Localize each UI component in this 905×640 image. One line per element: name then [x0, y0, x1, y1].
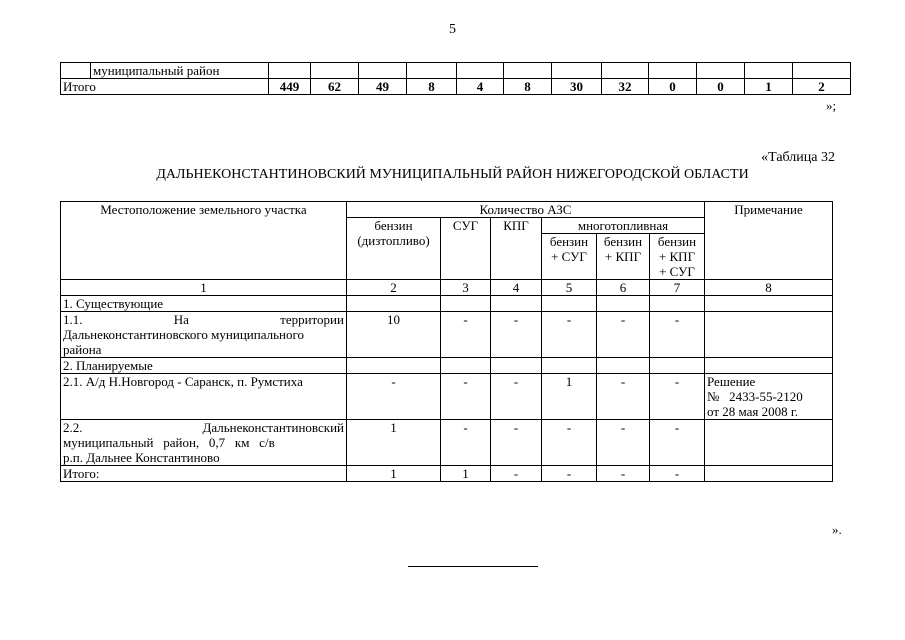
section-row [61, 358, 833, 374]
header-multi: многотопливная [542, 218, 705, 234]
table-row [61, 374, 833, 420]
table-label: «Таблица 32 [761, 150, 835, 165]
cell-value: - [441, 374, 491, 420]
header-benzin-kpg-sug: бензин + КПГ + СУГ [650, 234, 705, 280]
section-label: 2. Планируемые [61, 358, 347, 374]
row-label: муниципальный район [91, 63, 269, 79]
cell-value: - [491, 374, 542, 420]
total-label: Итого [61, 79, 269, 95]
total-label: Итого: [61, 466, 347, 482]
total-cell: - [597, 466, 650, 482]
total-cell: 62 [311, 79, 359, 95]
cell-value: - [650, 312, 705, 358]
cell-value: - [441, 312, 491, 358]
cell-value: - [597, 312, 650, 358]
total-cell: 8 [504, 79, 552, 95]
cell-value: - [491, 312, 542, 358]
cell-value: - [347, 374, 441, 420]
cell-value: 10 [347, 312, 441, 358]
total-cell: 1 [745, 79, 793, 95]
cell-value: - [597, 420, 650, 466]
total-cell: 32 [602, 79, 649, 95]
header-note: Примечание [705, 202, 833, 280]
table-row [61, 63, 851, 79]
cell-value: - [441, 420, 491, 466]
total-row [61, 466, 833, 482]
total-cell: 49 [359, 79, 407, 95]
total-cell: 30 [552, 79, 602, 95]
header-row [61, 202, 833, 218]
column-number: 7 [650, 280, 705, 296]
column-number: 5 [542, 280, 597, 296]
header-benzin-sug: бензин + СУГ [542, 234, 597, 280]
column-number: 1 [61, 280, 347, 296]
header-location: Местоположение земельного участка [61, 202, 347, 280]
table-row [61, 420, 833, 466]
closing-quote-mark: ». [832, 522, 842, 537]
page-number: 5 [449, 22, 456, 37]
cell-value: - [650, 374, 705, 420]
column-number: 3 [441, 280, 491, 296]
total-cell: 2 [793, 79, 851, 95]
header-kpg: КПГ [491, 218, 542, 280]
row-note: Решение № 2433-55-2120 от 28 мая 2008 г. [705, 374, 833, 420]
total-cell: - [542, 466, 597, 482]
column-number-row [61, 280, 833, 296]
row-label: 2.1. А/д Н.Новгород - Саранск, п. Румстиха [61, 374, 347, 420]
section-row [61, 296, 833, 312]
cell-value: - [597, 374, 650, 420]
cell-value: 1 [542, 374, 597, 420]
total-cell: 0 [697, 79, 745, 95]
cell-value: - [542, 420, 597, 466]
column-number: 2 [347, 280, 441, 296]
total-cell: 8 [407, 79, 457, 95]
azs-table [60, 201, 833, 482]
cell-value: - [650, 420, 705, 466]
closing-quote-mark: »; [826, 98, 837, 113]
table-row [61, 312, 833, 358]
total-cell: 1 [347, 466, 441, 482]
total-cell: 1 [441, 466, 491, 482]
section-label: 1. Существующие [61, 296, 347, 312]
total-cell: - [491, 466, 542, 482]
total-row [61, 79, 851, 95]
header-benzin: бензин (дизтопливо) [347, 218, 441, 280]
header-count: Количество АЗС [347, 202, 705, 218]
cell-value: 1 [347, 420, 441, 466]
cell-value: - [542, 312, 597, 358]
total-cell: 4 [457, 79, 504, 95]
total-cell: 0 [649, 79, 697, 95]
column-number: 8 [705, 280, 833, 296]
column-number: 6 [597, 280, 650, 296]
row-label: 2.2. Дальнеконстантиновский муниципальный район, 0,7 км с/в р.п. Дальнее Константиново [61, 420, 347, 466]
row-label: 1.1. На территории Дальнеконстантиновского муниципального района [61, 312, 347, 358]
cell-value: - [491, 420, 542, 466]
header-sug: СУГ [441, 218, 491, 280]
table-title: ДАЛЬНЕКОНСТАНТИНОВСКИЙ МУНИЦИПАЛЬНЫЙ РАЙОН НИЖЕГОРОДСКОЙ ОБЛАСТИ [156, 167, 749, 182]
footnote-separator-line [408, 566, 538, 567]
total-cell: - [650, 466, 705, 482]
previous-table-fragment [60, 62, 851, 95]
total-cell: 449 [269, 79, 311, 95]
header-benzin-kpg: бензин + КПГ [597, 234, 650, 280]
column-number: 4 [491, 280, 542, 296]
